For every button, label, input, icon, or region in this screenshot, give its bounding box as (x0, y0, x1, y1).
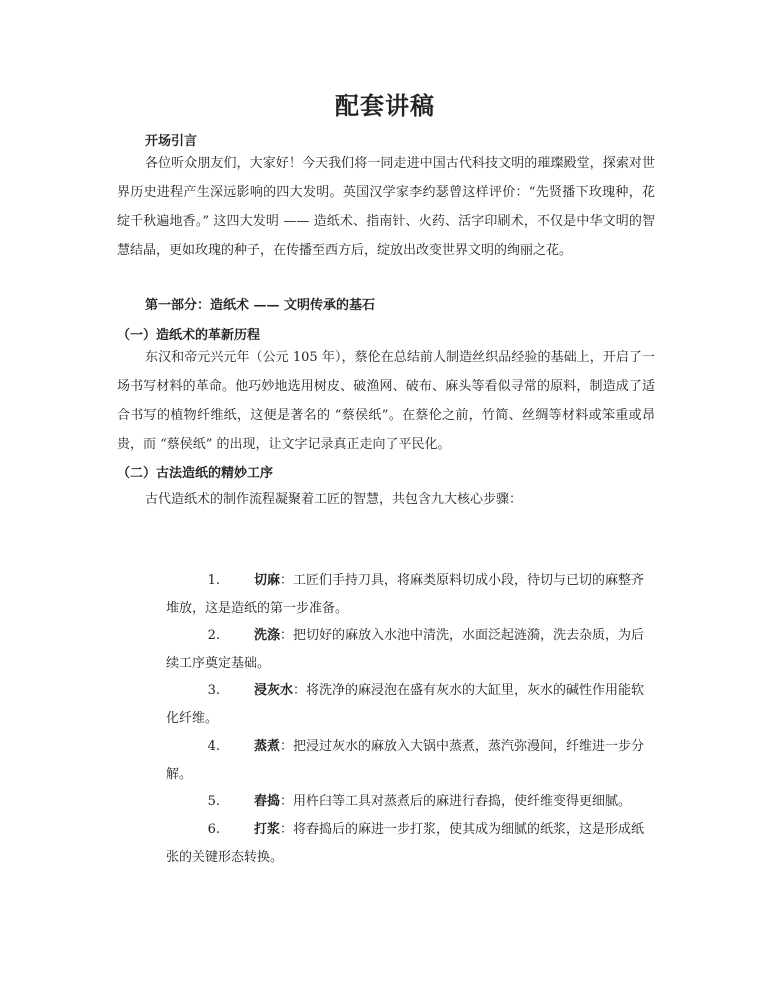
list-item-number: 3. (207, 683, 220, 698)
list-item-number: 6. (207, 822, 220, 837)
intro-heading: 开场引言 (145, 134, 198, 149)
list-item-number: 2. (207, 628, 220, 643)
list-item (166, 677, 656, 733)
list-item-term: 舂捣 (254, 794, 281, 809)
list-item (166, 733, 656, 789)
list-item-number: 5. (207, 794, 220, 809)
part1-heading: 第一部分：造纸术 —— 文明传承的基石 (145, 298, 376, 313)
list-item (166, 816, 656, 872)
list-item-text: ：将洗净的麻浸泡在盛有灰水的大缸里，灰水的碱性作用能软化纤维。 (166, 683, 645, 726)
list-item-number: 1. (207, 573, 220, 588)
list-item-text: ：用杵臼等工具对蒸煮后的麻进行舂捣，使纤维变得更细腻。 (280, 794, 632, 809)
list-item-term: 打浆 (254, 822, 281, 837)
list-item-term: 浸灰水 (254, 683, 294, 698)
section2-heading: （二）古法造纸的精妙工序 (117, 466, 274, 481)
page-title: 配套讲稿 (335, 91, 435, 120)
list-item-text: ：把切好的麻放入水池中清洗，水面泛起涟漪，洗去杂质，为后续工序奠定基础。 (166, 628, 645, 671)
list-item-term: 蒸煮 (254, 739, 281, 754)
list-item (166, 567, 656, 623)
list-item-text: ：把浸过灰水的麻放入大锅中蒸煮，蒸汽弥漫间，纤维进一步分解。 (166, 739, 645, 782)
intro-paragraph: 各位听众朋友们，大家好！今天我们将一同走进中国古代科技文明的璀璨殿堂，探索对世界历史进程产生深远影响的四大发明。英国汉学家李约瑟曾这样评价：“先贤播下玫瑰种，花绽千秋遍地香。” 这四大发明 —— 造纸术、指南针、火药、活字印刷术，不仅是中华文明的智慧结晶，更如玫瑰的种子，在传播至西方后，绽放出改变世界文明的绚丽之花。 (117, 156, 655, 258)
list-item-term: 切麻 (254, 573, 281, 588)
list-item-text: ：将舂捣后的麻进一步打浆，使其成为细腻的纸浆，这是形成纸张的关键形态转换。 (166, 822, 645, 865)
section1-heading: （一）造纸术的革新历程 (117, 328, 261, 343)
list-item-text: ：工匠们手持刀具，将麻类原料切成小段，待切与已切的麻整齐堆放，这是造纸的第一步准备。 (166, 573, 645, 616)
list-item (166, 788, 656, 816)
list-item-term: 洗涤 (254, 628, 281, 643)
section1-paragraph: 东汉和帝元兴元年（公元 105 年），蔡伦在总结前人制造丝织品经验的基础上，开启了一场书写材料的革命。他巧妙地选用树皮、破渔网、破布、麻头等看似寻常的原料，制造成了适合书写的植物纤维纸，这便是著名的 “蔡侯纸”。在蔡伦之前，竹简、丝绸等材料或笨重或昂贵，而 “蔡侯纸” 的出现，让文字记录真正走向了平民化。 (117, 350, 655, 452)
list-item-number: 4. (207, 739, 220, 754)
section2-intro: 古代造纸术的制作流程凝聚着工匠的智慧，共包含九大核心步骤： (145, 492, 523, 507)
list-item (166, 622, 656, 678)
